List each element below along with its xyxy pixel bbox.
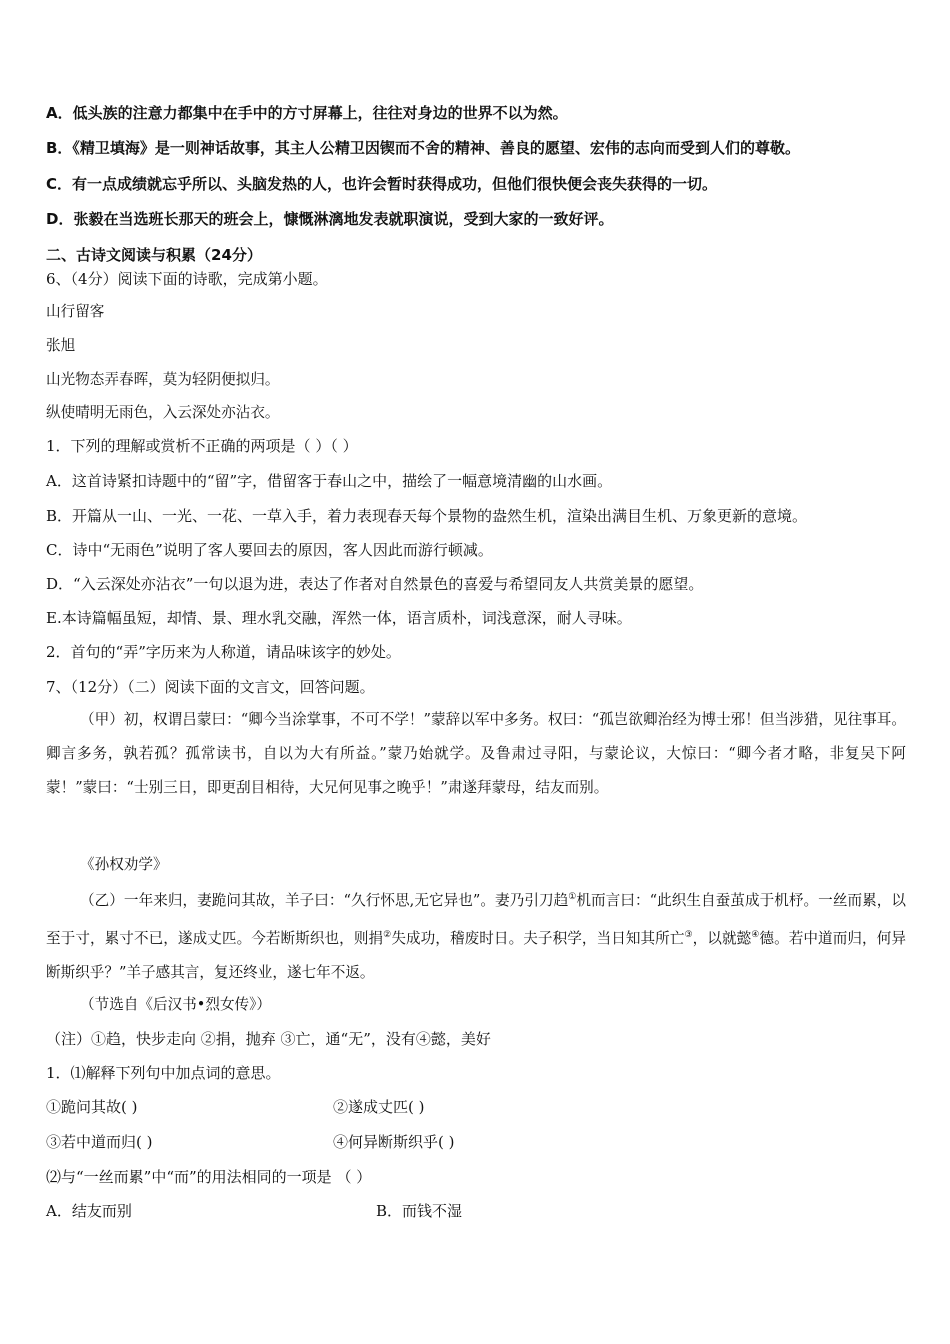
annotations: （注）①趋，快步走向 ②捐，抛弃 ③亡，通“无”，没有④懿，美好 [46, 1030, 491, 1048]
q6-sub2: 2．首句的“弄”字历来为人称道，请品味该字的妙处。 [46, 643, 401, 661]
blank-2: ②遂成丈匹( ) [333, 1098, 425, 1116]
q6-option-b: B．开篇从一山、一光、一花、一草入手，着力表现春天每个景物的盎然生机，渲染出满目生机、万象更新的意境。 [46, 507, 808, 525]
q5-option-c: C．有一点成绩就忘乎所以、头脑发热的人，也许会暂时获得成功，但他们很快便会丧失获得的一切。 [46, 175, 718, 193]
poem-line-2: 纵使晴明无雨色，入云深处亦沾衣。 [46, 404, 280, 421]
q6-sub1: 1．下列的理解或赏析不正确的两项是（ ）（ ） [46, 437, 358, 455]
blank-4: ④何异断斯织乎( ) [333, 1133, 455, 1151]
q6-option-c: C．诗中“无雨色”说明了客人要回去的原因，客人因此而游行顿减。 [46, 541, 493, 559]
blank-3: ③若中道而归( ) [46, 1133, 153, 1151]
q7-option-a: A．结友而别 [46, 1202, 132, 1220]
blank-1: ①跪问其故( ) [46, 1098, 138, 1116]
q6-option-a: A．这首诗紧扣诗题中的“留”字，借留客于春山之中，描绘了一幅意境清幽的山水画。 [46, 472, 613, 490]
passage-jia: （甲）初，权谓吕蒙曰：“卿今当涂掌事，不可不学！”蒙辞以军中多务。权曰：“孤岂欲卿治经为博士邪！但当涉猎，见往事耳。卿言多务，孰若孤？孤常读书，自以为大有所益。”蒙乃始就学。及鲁肃过寻阳，与蒙论议，大惊曰：“卿今者才略，非复吴下阿蒙！”蒙曰：“士别三日，即更刮目相待，大兄何见事之晚乎！”肃遂拜蒙母，结友而别。 [46, 711, 906, 796]
q5-option-b: B．《精卫填海》是一则神话故事，其主人公精卫因锲而不舍的精神、善良的愿望、宏伟的志向而受到人们的尊敬。 [46, 139, 800, 157]
q7-option-b: B．而钱不湿 [376, 1202, 463, 1220]
q6-option-e: E.本诗篇幅虽短，却情、景、理水乳交融，浑然一体，语言质朴，词浅意深，耐人寻味。 [46, 609, 632, 627]
q7-sub1: 1．⑴解释下列句中加点词的意思。 [46, 1064, 281, 1082]
q6-option-d: D．“入云深处亦沾衣”一句以退为进，表达了作者对自然景色的喜爱与希望同友人共赏美景的愿望。 [46, 575, 704, 593]
poem-title: 山行留客 [46, 303, 105, 320]
passage-jia-source: 《孙权劝学》 [80, 856, 168, 873]
q7-sub1-2: ⑵与“一丝而累”中“而”的用法相同的一项是 （ ） [46, 1168, 372, 1186]
q5-option-d: D．张毅在当选班长那天的班会上，慷慨淋漓地发表就职演说，受到大家的一致好评。 [46, 210, 614, 228]
passage-yi: （乙）一年来归，妻跪问其故，羊子曰：“久行怀思,无它异也”。妻乃引刀趋①机而言曰：“此织生自蚕茧成于机杼。一丝而累，以至于寸，累寸不已，遂成丈匹。今若断斯织也，则捐②失成功，稽废时日。夫子积学，当日知其所亡③，以就懿④德。若中道而归，何异断斯织乎？”羊子感其言，复还终业，遂七年不返。 [46, 891, 906, 981]
section-title: 二、古诗文阅读与积累（24分） [46, 246, 262, 264]
q7-stem: 7、（12分）（二）阅读下面的文言文，回答问题。 [46, 678, 375, 696]
passage-yi-source: （节选自《后汉书•烈女传》） [80, 996, 272, 1013]
poem-line-1: 山光物态弄春晖，莫为轻阴便拟归。 [46, 371, 280, 388]
q5-option-a: A．低头族的注意力都集中在手中的方寸屏幕上，往往对身边的世界不以为然。 [46, 104, 568, 122]
q6-stem: 6、（4分）阅读下面的诗歌，完成第小题。 [46, 270, 328, 288]
poem-author: 张旭 [46, 337, 76, 354]
